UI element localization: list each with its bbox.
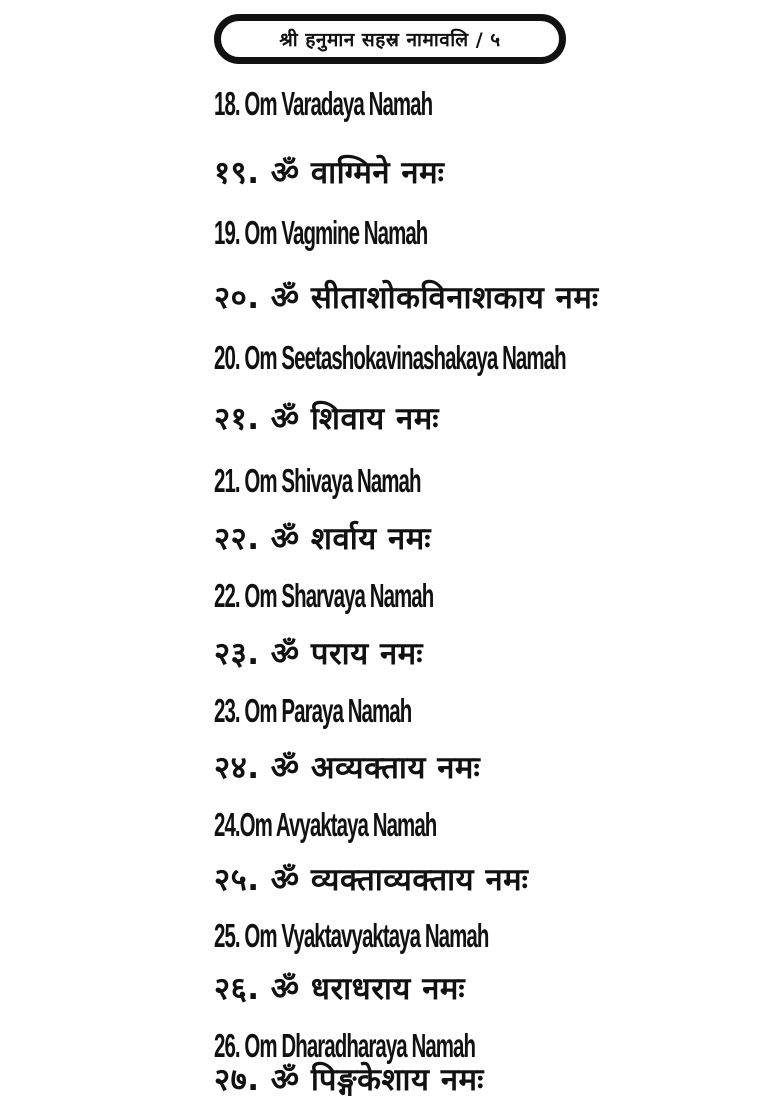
list-line: 21. Om Shivaya Namah (214, 462, 421, 499)
list-line: २६. ॐ धराधराय नमः (214, 971, 466, 1007)
list-line: २३. ॐ पराय नमः (214, 636, 423, 672)
list-line: 23. Om Paraya Namah (214, 692, 412, 729)
page-header-banner (214, 14, 566, 64)
list-line: २४. ॐ अव्यक्ताय नमः (214, 750, 481, 786)
list-line: २५. ॐ व्यक्ताव्यक्ताय नमः (214, 862, 529, 898)
list-line: 22. Om Sharvaya Namah (214, 577, 434, 614)
list-line: १९. ॐ वाग्मिने नमः (214, 155, 445, 191)
list-line: 20. Om Seetashokavinashakaya Namah (214, 339, 566, 376)
list-line: 18. Om Varadaya Namah (214, 85, 433, 122)
list-line: २७. ॐ पिङ्गकेशाय नमः (214, 1062, 484, 1098)
list-line: २२. ॐ शर्वाय नमः (214, 521, 431, 557)
list-line: २१. ॐ शिवाय नमः (214, 401, 440, 437)
list-line: २०. ॐ सीताशोकविनाशकाय नमः (214, 280, 599, 316)
list-line: 25. Om Vyaktavyaktaya Namah (214, 917, 489, 954)
list-line: 24.Om Avyaktaya Namah (214, 806, 437, 843)
list-line: 19. Om Vagmine Namah (214, 214, 428, 251)
list-line: 26. Om Dharadharaya Namah (214, 1027, 476, 1064)
page-header-title: श्री हनुमान सहस्र नामावलि / ५ (279, 29, 501, 51)
